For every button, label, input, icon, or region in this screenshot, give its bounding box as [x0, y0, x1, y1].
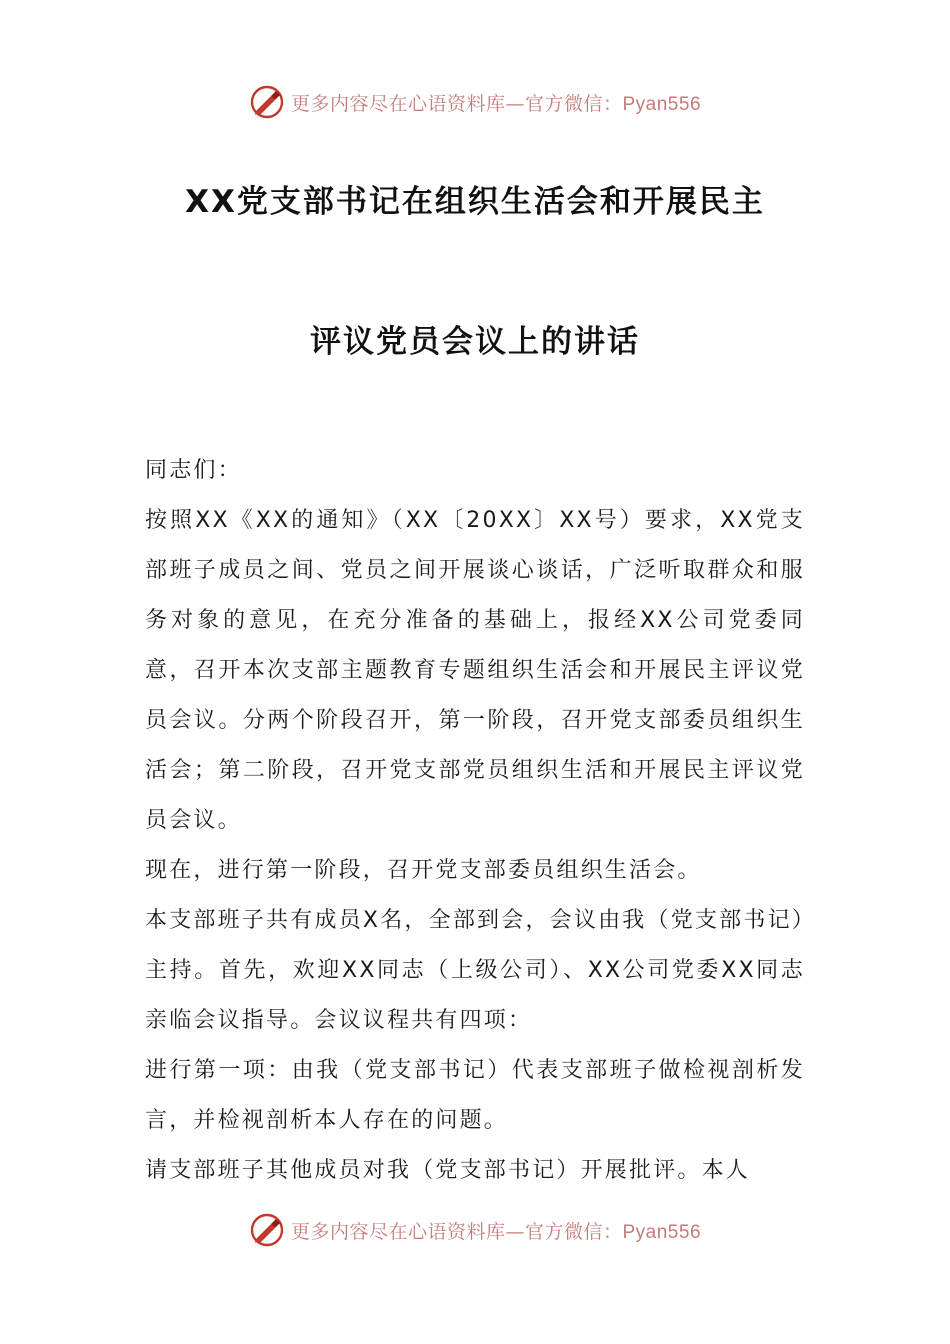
salutation-paragraph: 同志们：: [145, 458, 242, 483]
body-paragraph: 按照XX《XX的通知》（XX〔20XX〕XX号）要求，XX党支部班子成员之间、党员之间开展谈心谈话，广泛听取群众和服务对象的意见，在充分准备的基础上，报经XX公司党委同意，召开本次支部主题教育专题组织生活会和开展民主评议党员会议。分两个阶段召开，第一阶段，召开党支部委员组织生活会；第二阶段，召开党支部党员组织生活和开展民主评议党员会议。: [145, 508, 805, 833]
watermark-banner-top: [0, 80, 950, 124]
pen-logo-icon: [249, 1212, 285, 1248]
body-paragraph: 请支部班子其他成员对我（党支部书记）开展批评。本人: [145, 1158, 751, 1183]
document-title-line-1: XX党支部书记在组织生活会和开展民主: [185, 184, 765, 220]
watermark-text: 更多内容尽在心语资料库—官方微信：Pyan556: [290, 92, 702, 115]
pen-logo-icon: [249, 84, 285, 120]
watermark-banner-bottom: [0, 1208, 950, 1252]
document-body: [145, 446, 805, 1196]
body-paragraph: 现在，进行第一阶段，召开党支部委员组织生活会。: [145, 858, 702, 883]
body-paragraph: 本支部班子共有成员X名，全部到会，会议由我（党支部书记）主持。首先，欢迎XX同志（上级公司）、XX公司党委XX同志亲临会议指导。会议议程共有四项：: [145, 908, 805, 1033]
document-title-line-2: 评议党员会议上的讲话: [310, 324, 640, 360]
watermark-text: 更多内容尽在心语资料库—官方微信：Pyan556: [290, 1220, 702, 1243]
watermark-wechat-id: Pyan556: [622, 93, 702, 115]
body-paragraph: 进行第一项：由我（党支部书记）代表支部班子做检视剖析发言，并检视剖析本人存在的问题。: [145, 1058, 805, 1133]
watermark-wechat-id: Pyan556: [622, 1221, 702, 1243]
